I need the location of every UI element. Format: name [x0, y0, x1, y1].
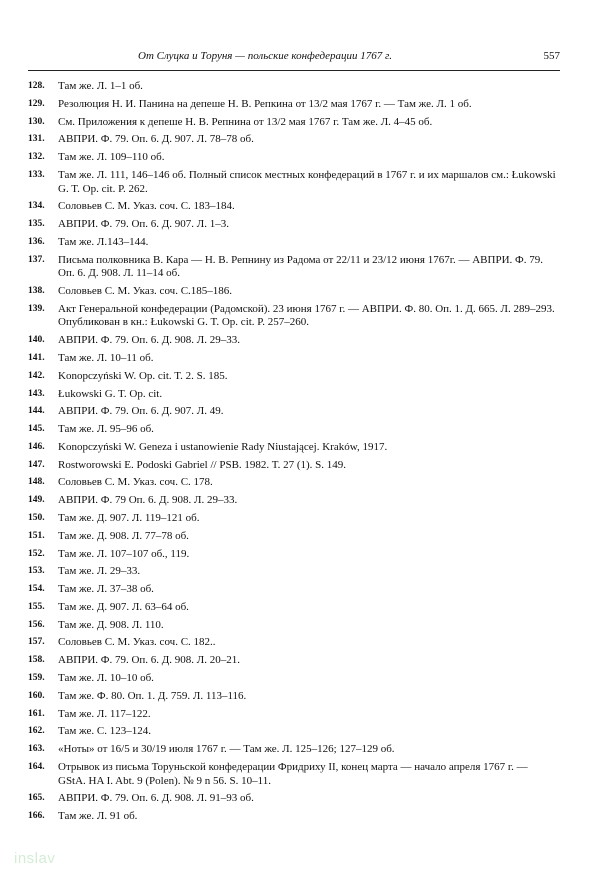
endnote-text: Там же. Л. 95–96 об.	[58, 423, 154, 436]
endnote-text: Там же. Д. 908. Л. 110.	[58, 618, 164, 631]
endnote-text: Там же. Д. 907. Л. 119–121 об.	[58, 511, 200, 524]
endnote-text: Konopczyński W. Geneza i ustanowienie Rady Niustającej. Kraków, 1917.	[58, 440, 388, 453]
endnote-text: Там же. Л. 117–122.	[58, 707, 151, 720]
endnote	[28, 441, 558, 455]
endnote-text: Łukowski G. T. Op. cit.	[58, 387, 163, 400]
endnote-number: 166.	[28, 811, 45, 822]
endnote-text: Rostworowski E. Podoski Gabriel // PSB. 1982. T. 27 (1). S. 149.	[58, 458, 347, 471]
endnote	[28, 476, 558, 490]
endnote	[28, 725, 558, 739]
endnote	[28, 98, 558, 112]
endnote-text: Там же. Л.143–144.	[58, 235, 149, 248]
endnote-number: 159.	[28, 673, 45, 683]
endnote	[28, 494, 558, 508]
endnote-number: 158.	[28, 655, 45, 666]
endnote	[28, 218, 558, 232]
endnote	[28, 672, 558, 686]
endnote-number: 131.	[28, 134, 45, 145]
endnote-text: АВПРИ. Ф. 79. Оп. 6. Д. 908. Л. 91–93 об.	[58, 792, 254, 805]
endnote	[28, 303, 558, 330]
endnotes-list	[28, 80, 558, 828]
endnote-text: Там же. Л. 29–33.	[58, 565, 141, 578]
endnote-text: Konopczyński W. Op. cit. T. 2. S. 185.	[58, 369, 228, 382]
endnote-text: Там же. Ф. 80. Оп. 1. Д. 759. Л. 113–116.	[58, 689, 247, 702]
endnote-text: Там же. С. 123–124.	[58, 725, 151, 738]
endnote-text: АВПРИ. Ф. 79 Оп. 6. Д. 908. Л. 29–33.	[58, 494, 238, 507]
endnote	[28, 151, 558, 165]
endnote-number: 154.	[28, 584, 45, 595]
endnote	[28, 169, 558, 196]
endnote-number: 134.	[28, 201, 45, 212]
endnote-number: 139.	[28, 303, 45, 314]
endnote-number: 128.	[28, 81, 45, 91]
endnote	[28, 254, 558, 281]
running-head	[28, 50, 560, 68]
endnote-text: Резолюция Н. И. Панина на депеше Н. В. Репкина от 13/2 мая 1767 г. — Там же. Л. 1 об.	[58, 97, 472, 110]
endnote-number: 135.	[28, 219, 45, 230]
endnote-number: 152.	[28, 548, 45, 559]
endnote	[28, 636, 558, 650]
endnote-number: 164.	[28, 761, 45, 772]
endnote-text: Там же. Л. 1–1 об.	[58, 80, 143, 92]
endnote-text: «Ноты» от 16/5 и 30/19 июля 1767 г. — Там же. Л. 125–126; 127–129 об.	[58, 743, 395, 756]
endnote	[28, 352, 558, 366]
endnote	[28, 285, 558, 299]
endnote-text: АВПРИ. Ф. 79. Оп. 6. Д. 908. Л. 29–33.	[58, 334, 241, 347]
endnote-text: Отрывок из письма Торуньской конфедерации Фридриху II, конец марта — начало апреля 1767 г. — GStA. HA I. Abt. 9 (Polen). № 9 n 56. S. 10–11.	[58, 760, 528, 787]
endnote-text: Там же. Л. 10–10 об.	[58, 672, 154, 684]
endnote	[28, 80, 558, 94]
endnote	[28, 405, 558, 419]
endnote-number: 145.	[28, 424, 45, 435]
endnote	[28, 116, 558, 130]
endnote	[28, 530, 558, 544]
endnote	[28, 690, 558, 704]
endnote	[28, 761, 558, 788]
endnote-number: 147.	[28, 459, 45, 470]
endnote-text: Акт Генеральной конфедерации (Радомской). 23 июня 1767 г. — АВПРИ. Ф. 80. Оп. 1. Д. 665. Л. 289–293. Опубликован в кн.: Łukowski G. T. Op. cit. P. 257–260.	[58, 302, 555, 329]
endnote-number: 129.	[28, 98, 45, 109]
endnote-number: 150.	[28, 512, 45, 523]
endnote-number: 148.	[28, 477, 45, 488]
endnote	[28, 708, 558, 722]
endnote-text: АВПРИ. Ф. 79. Оп. 6. Д. 907. Л. 78–78 об.	[58, 133, 254, 146]
endnote-text: Там же. Л. 111, 146–146 об. Полный список местных конфедераций в 1767 г. и их маршалов см.: Łukowski G. T. Op. cit. P. 262.	[58, 168, 556, 195]
endnote-text: Там же. Л. 109–110 об.	[58, 151, 165, 164]
endnote-text: См. Приложения к депеше Н. В. Репнина от 13/2 мая 1767 г. Там же. Л. 4–45 об.	[58, 115, 433, 128]
page-number: 557	[543, 50, 560, 62]
endnote	[28, 423, 558, 437]
endnote	[28, 512, 558, 526]
endnote-number: 143.	[28, 388, 45, 399]
endnote-text: Соловьев С. М. Указ. соч. С. 178.	[58, 476, 213, 489]
endnote-number: 156.	[28, 619, 45, 630]
endnote-text: Письма полковника В. Кара — Н. В. Репнину из Радома от 22/11 и 23/12 июня 1767г. — АВПРИ. Ф. 79. Оп. 6. Д. 908. Л. 11–14 об.	[58, 253, 543, 280]
endnote-text: Там же. Л. 107–107 об., 119.	[58, 547, 190, 560]
endnote	[28, 565, 558, 579]
endnote	[28, 370, 558, 384]
watermark: inslav	[14, 850, 56, 867]
endnote	[28, 133, 558, 147]
endnote	[28, 792, 558, 806]
endnote-number: 136.	[28, 236, 45, 247]
endnote	[28, 200, 558, 214]
endnote-text: Там же. Л. 10–11 об.	[58, 351, 154, 364]
endnote-text: Соловьев С. М. Указ. соч. С. 183–184.	[58, 200, 235, 213]
endnote	[28, 459, 558, 473]
endnote-number: 157.	[28, 637, 45, 648]
endnote-number: 165.	[28, 793, 45, 804]
endnote-number: 141.	[28, 352, 45, 363]
endnote	[28, 334, 558, 348]
endnote-text: Там же. Л. 91 об.	[58, 810, 138, 823]
endnote-text: АВПРИ. Ф. 79. Оп. 6. Д. 908. Л. 20–21.	[58, 654, 241, 667]
endnote-number: 153.	[28, 566, 45, 577]
endnote	[28, 236, 558, 250]
endnote	[28, 601, 558, 615]
endnote	[28, 548, 558, 562]
endnote-text: Там же. Л. 37–38 об.	[58, 583, 154, 596]
running-title: От Слуцка и Торуня — польские конфедерации 1767 г.	[138, 50, 392, 62]
endnote	[28, 388, 558, 402]
endnote-number: 163.	[28, 744, 45, 755]
endnote-number: 137.	[28, 254, 45, 265]
endnote-number: 144.	[28, 406, 45, 417]
endnote-number: 162.	[28, 726, 45, 737]
endnote-number: 146.	[28, 441, 45, 452]
endnote-text: АВПРИ. Ф. 79. Оп. 6. Д. 907. Л. 49.	[58, 405, 224, 418]
endnote-number: 142.	[28, 370, 45, 381]
endnote-number: 151.	[28, 530, 45, 541]
endnote-text: Соловьев С. М. Указ. соч. С. 182..	[58, 636, 216, 649]
endnote-number: 140.	[28, 335, 45, 346]
endnote	[28, 583, 558, 597]
endnote-number: 160.	[28, 690, 45, 701]
endnote-text: Там же. Д. 908. Л. 77–78 об.	[58, 529, 189, 542]
endnote-number: 161.	[28, 708, 45, 719]
endnote-number: 132.	[28, 152, 45, 163]
endnote-number: 155.	[28, 601, 45, 612]
endnote	[28, 810, 558, 824]
endnote-number: 138.	[28, 286, 45, 296]
endnote	[28, 654, 558, 668]
endnote	[28, 619, 558, 633]
endnote-text: Соловьев С. М. Указ. соч. С.185–186.	[58, 285, 233, 297]
endnote-text: АВПРИ. Ф. 79. Оп. 6. Д. 907. Л. 1–3.	[58, 218, 230, 231]
endnote-number: 133.	[28, 169, 45, 180]
endnote	[28, 743, 558, 757]
endnote-text: Там же. Д. 907. Л. 63–64 об.	[58, 600, 189, 613]
header-rule	[28, 70, 560, 71]
endnote-number: 130.	[28, 116, 45, 127]
endnote-number: 149.	[28, 495, 45, 506]
